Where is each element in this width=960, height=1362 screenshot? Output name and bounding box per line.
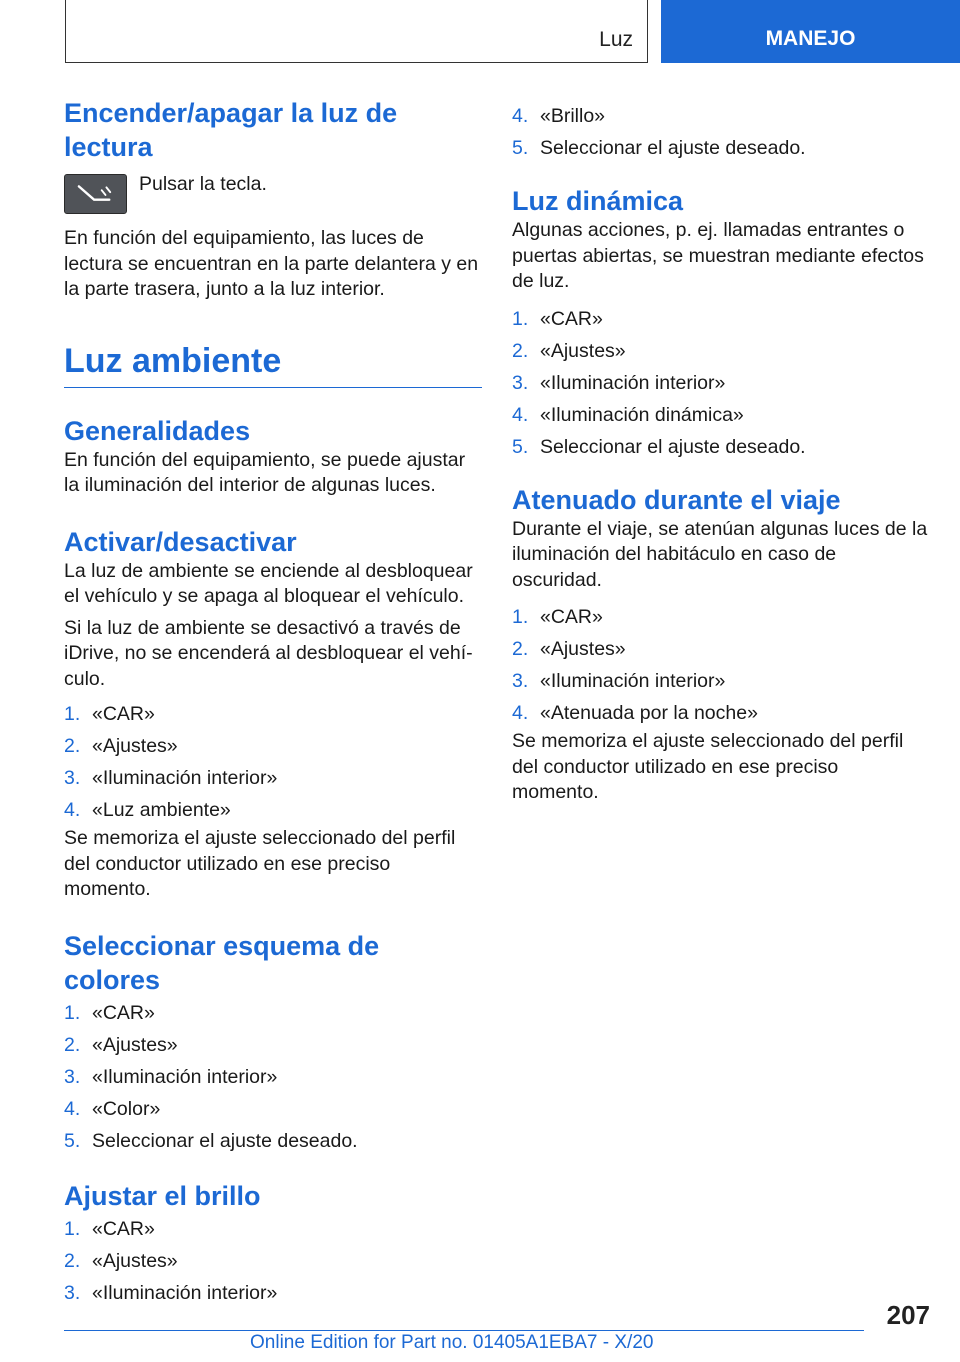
reading-light-text: En función del equipamiento, las luces de lectura se encuentran en la parte delantera y en la parte trasera, junto a la luz interior. [64, 227, 479, 300]
brightness-steps-continued [512, 100, 930, 164]
dynamic-light-text: Algunas acciones, p. ej. llamadas entrantes o puertas abiertas, se muestran mediante efectos de luz. [512, 219, 924, 292]
header-chapter-tab: MANEJO [661, 0, 960, 63]
general-text: En función del equipamiento, se puede ajustar la iluminación del interior de algunas luces. [64, 448, 466, 496]
list-item [512, 100, 930, 132]
footer-divider [64, 1330, 864, 1331]
list-item [512, 601, 930, 633]
step-number: 5. [512, 137, 529, 159]
step-text: «CAR» [92, 1217, 155, 1240]
dynamic-light-heading: Luz dinámica [512, 186, 684, 216]
step-text: «Ajustes» [92, 1249, 178, 1272]
list-item [64, 1125, 482, 1157]
step-number: 2. [64, 1033, 81, 1056]
step-number: 2. [64, 735, 81, 757]
step-text: «Iluminación interior» [540, 371, 726, 394]
step-text: «CAR» [92, 1001, 155, 1024]
step-text: «Color» [92, 1097, 161, 1120]
step-number: 4. [512, 403, 529, 426]
step-text: «Iluminación dinámica» [540, 403, 744, 426]
step-text: «Ajustes» [540, 339, 626, 362]
step-text: «CAR» [540, 606, 603, 628]
list-item [64, 1093, 482, 1125]
list-item [64, 1277, 482, 1309]
step-text: «Ajustes» [92, 735, 178, 757]
list-item [64, 698, 482, 730]
step-text: «Iluminación interior» [92, 1281, 278, 1304]
list-item [512, 335, 930, 367]
toggle-note: Se memoriza el ajuste seleccionado del perfil del conductor utilizado en ese preciso momento. [64, 827, 456, 900]
list-item [64, 730, 482, 762]
color-scheme-heading: Seleccionar esquema de colores [64, 930, 380, 995]
list-item [512, 399, 930, 431]
dimming-note: Se memoriza el ajuste seleccionado del perfil del conductor utilizado en ese preciso momento. [512, 730, 904, 803]
step-number: 2. [512, 638, 529, 660]
toggle-text-2: Si la luz de ambiente se desactivó a través de iDrive, no se encenderá al desbloquear el vehículo. [64, 616, 473, 690]
step-number: 1. [64, 1001, 81, 1024]
step-number: 2. [512, 339, 529, 362]
step-text: Seleccionar el ajuste deseado. [540, 137, 806, 159]
step-number: 1. [512, 606, 529, 628]
toggle-heading: Activar/desactivar [64, 526, 297, 557]
list-item [512, 303, 930, 335]
list-item [512, 132, 930, 164]
step-number: 5. [512, 435, 529, 458]
step-text: «Iluminación interior» [92, 767, 278, 789]
step-text: Seleccionar el ajuste deseado. [540, 435, 806, 458]
step-number: 4. [512, 702, 529, 724]
reading-light-heading: Encender/apagar la luz de lectura [64, 98, 398, 162]
step-number: 1. [512, 307, 529, 330]
toggle-steps-list [64, 698, 482, 826]
list-item [64, 1029, 482, 1061]
reading-light-press-text: Pulsar la tecla. [139, 173, 267, 195]
step-number: 3. [64, 1065, 81, 1088]
dynamic-steps-list [512, 303, 930, 463]
list-item [512, 633, 930, 665]
step-number: 3. [512, 670, 529, 692]
step-text: «Ajustes» [92, 1033, 178, 1056]
list-item [512, 431, 930, 463]
step-text: «Ajustes» [540, 638, 626, 660]
step-number: 4. [64, 799, 81, 821]
dimming-text: Durante el viaje, se atenúan algunas luces de la iluminación del habitáculo en caso de oscuridad. [512, 517, 928, 591]
step-number: 3. [64, 767, 81, 789]
list-item [64, 762, 482, 794]
edition-text: Online Edition for Part no. 01405A1EBA7 - X/20 [250, 1332, 654, 1353]
brightness-heading: Ajustar el brillo [64, 1180, 261, 1211]
step-text: «Luz ambiente» [92, 799, 231, 821]
step-text: «CAR» [92, 703, 155, 725]
step-number: 1. [64, 1217, 81, 1240]
step-text: «Iluminación interior» [540, 670, 726, 692]
step-number: 4. [64, 1097, 81, 1120]
step-number: 1. [64, 703, 81, 725]
step-text: «Brillo» [540, 105, 606, 127]
header-section-box [65, 0, 648, 63]
step-number: 4. [512, 105, 529, 127]
step-text: Seleccionar el ajuste deseado. [92, 1129, 358, 1152]
list-item [512, 367, 930, 399]
left-column [64, 96, 482, 1309]
step-number: 3. [64, 1281, 81, 1304]
step-number: 3. [512, 371, 529, 394]
header-section-title: Luz [599, 28, 633, 51]
list-item [64, 997, 482, 1029]
step-text: «Atenuada por la noche» [540, 702, 758, 724]
list-item [512, 697, 930, 729]
color-steps-list [64, 997, 482, 1157]
reading-light-button-icon [64, 174, 127, 214]
step-text: «Iluminación interior» [92, 1065, 278, 1088]
list-item [64, 1213, 482, 1245]
toggle-text-1: La luz de ambiente se enciende al desbloquear el vehículo y se apaga al bloquear el vehículo. [64, 559, 473, 607]
step-number: 5. [64, 1129, 81, 1152]
step-number: 2. [64, 1249, 81, 1272]
dimming-heading: Atenuado durante el viaje [512, 484, 841, 515]
list-item [64, 1245, 482, 1277]
list-item [64, 1061, 482, 1093]
ambient-light-heading: Luz ambiente [64, 339, 482, 388]
brightness-steps-list [64, 1213, 482, 1309]
general-heading: Generalidades [64, 415, 251, 446]
dimming-steps-list [512, 601, 930, 729]
step-text: «CAR» [540, 307, 603, 330]
list-item [64, 794, 482, 826]
reading-light-instruction [64, 174, 482, 214]
list-item [512, 665, 930, 697]
right-column [512, 96, 930, 806]
page-number: 207 [886, 1300, 930, 1330]
